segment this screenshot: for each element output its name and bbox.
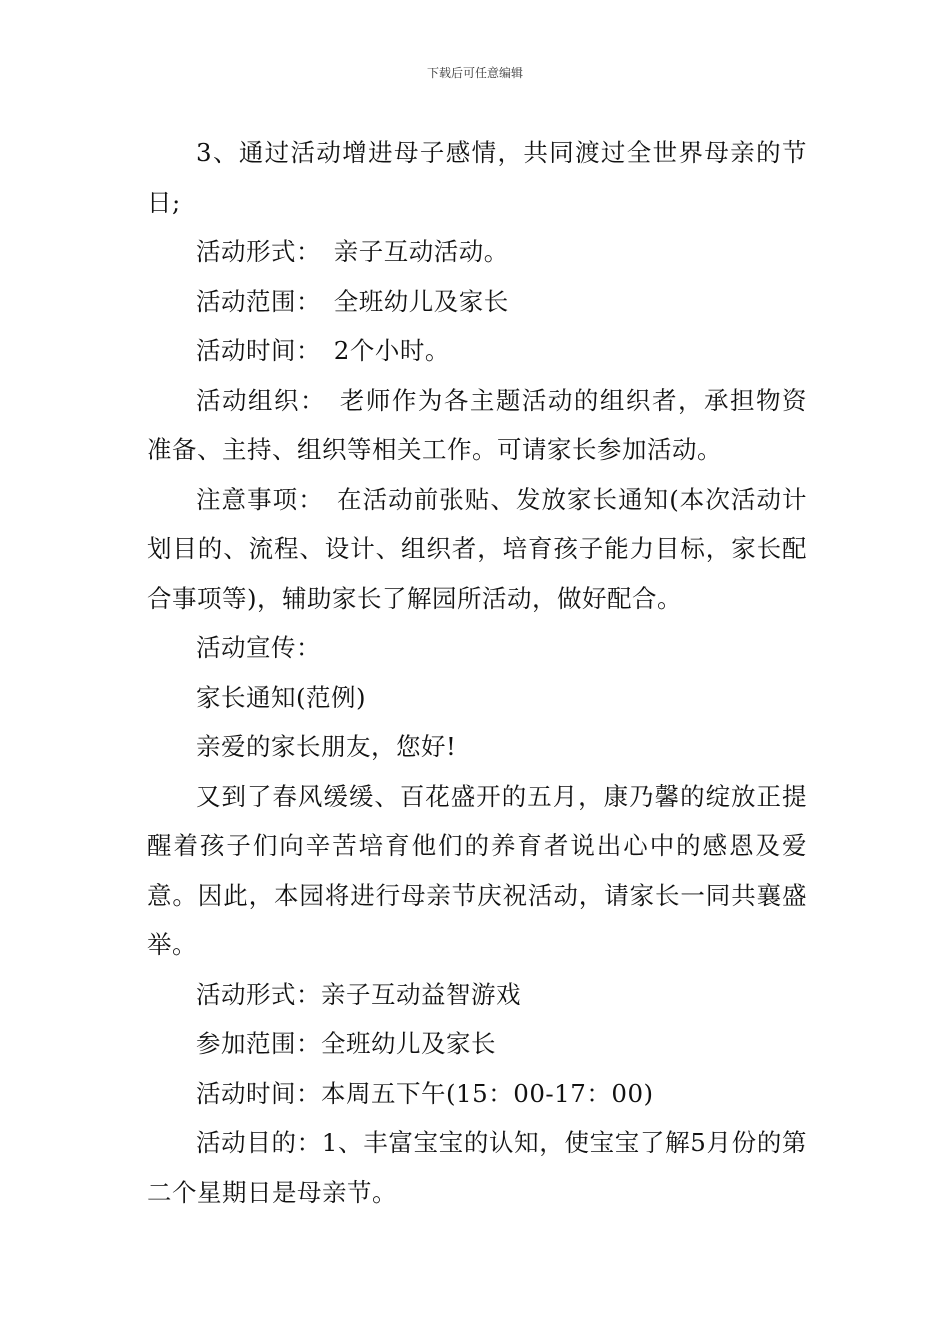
paragraph-activity-time: 活动时间： 2个小时。 xyxy=(196,336,450,365)
document-body xyxy=(147,128,807,1217)
paragraph-activity-organization: 活动组织： 老师作为各主题活动的组织者，承担物资准备、主持、组织等相关工作。可请家长参加活动。 xyxy=(147,385,807,464)
paragraph-greeting: 亲爱的家长朋友，您好! xyxy=(196,732,457,761)
paragraph-activity-scope: 活动范围： 全班幼儿及家长 xyxy=(196,286,509,316)
paragraph-activity-form: 活动形式： 亲子互动活动。 xyxy=(196,237,509,266)
page-header-note: 下载后可任意编辑 xyxy=(426,66,523,80)
paragraph-notice-time: 活动时间：本周五下午(15：00-17：00) xyxy=(196,1078,654,1108)
paragraph-goal-3: 3、通过活动增进母子感情，共同渡过全世界母亲的节日; xyxy=(147,138,807,217)
paragraph-publicity: 活动宣传： xyxy=(196,633,321,662)
paragraph-notice-scope: 参加范围：全班幼儿及家长 xyxy=(196,1029,496,1058)
paragraph-notes: 注意事项： 在活动前张贴、发放家长通知(本次活动计划目的、流程、设计、组织者，培育孩子能力目标，家长配合事项等)，辅助家长了解园所活动，做好配合。 xyxy=(147,484,807,613)
paragraph-notice-purpose: 活动目的：1、丰富宝宝的认知，使宝宝了解5月份的第二个星期日是母亲节。 xyxy=(147,1128,807,1207)
paragraph-notice-form: 活动形式：亲子互动益智游戏 xyxy=(196,979,521,1009)
paragraph-notice-body: 又到了春风缓缓、百花盛开的五月，康乃馨的绽放正提醒着孩子们向辛苦培育他们的养育者说出心中的感恩及爱意。因此，本园将进行母亲节庆祝活动，请家长一同共襄盛举。 xyxy=(147,781,807,959)
paragraph-notice-title: 家长通知(范例) xyxy=(196,682,367,712)
